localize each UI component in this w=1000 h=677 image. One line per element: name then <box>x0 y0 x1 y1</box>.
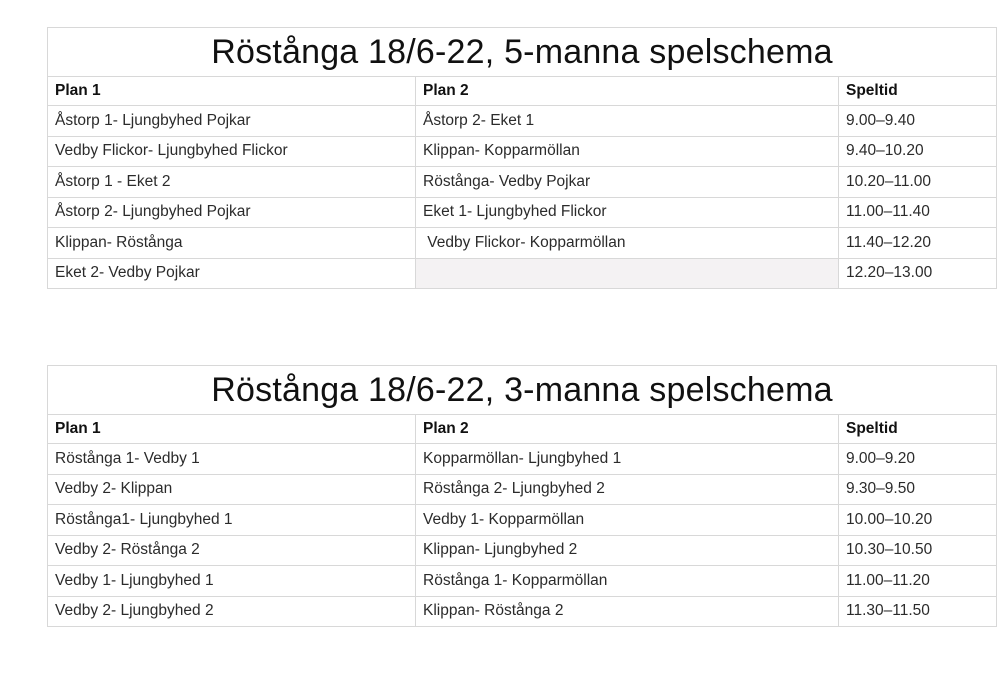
match-cell-plan1: Vedby 1- Ljungbyhed 1 <box>48 566 416 597</box>
time-cell: 10.00–10.20 <box>839 505 997 536</box>
match-cell-plan1: Röstånga 1- Vedby 1 <box>48 444 416 475</box>
match-cell-plan1: Röstånga1- Ljungbyhed 1 <box>48 505 416 536</box>
table-title-3manna: Röstånga 18/6-22, 3-manna spelschema <box>48 366 997 415</box>
table-row <box>48 474 997 505</box>
time-cell: 11.00–11.20 <box>839 566 997 597</box>
time-cell: 11.00–11.40 <box>839 197 997 228</box>
match-cell-plan1: Åstorp 1- Ljungbyhed Pojkar <box>48 106 416 137</box>
table-row <box>48 444 997 475</box>
column-header-speltid: Speltid <box>839 77 997 106</box>
table-title-row <box>48 28 997 77</box>
table-title-row <box>48 366 997 415</box>
time-cell: 9.30–9.50 <box>839 474 997 505</box>
match-cell-plan2: Klippan- Ljungbyhed 2 <box>416 535 839 566</box>
column-header-speltid: Speltid <box>839 415 997 444</box>
schedule-table-3manna <box>47 365 997 627</box>
match-cell-plan2: Vedby Flickor- Kopparmöllan <box>416 228 839 259</box>
match-cell-plan1: Vedby Flickor- Ljungbyhed Flickor <box>48 136 416 167</box>
table-row <box>48 106 997 137</box>
table-title-5manna: Röstånga 18/6-22, 5-manna spelschema <box>48 28 997 77</box>
header-row <box>48 77 997 106</box>
time-cell: 10.30–10.50 <box>839 535 997 566</box>
column-header-plan2: Plan 2 <box>416 415 839 444</box>
match-cell-plan2: Åstorp 2- Eket 1 <box>416 106 839 137</box>
column-header-plan2: Plan 2 <box>416 77 839 106</box>
match-cell-plan1: Klippan- Röstånga <box>48 228 416 259</box>
match-cell-plan2: Kopparmöllan- Ljungbyhed 1 <box>416 444 839 475</box>
match-cell-plan1: Åstorp 2- Ljungbyhed Pojkar <box>48 197 416 228</box>
match-cell-plan2: Röstånga 1- Kopparmöllan <box>416 566 839 597</box>
match-cell-plan1: Vedby 2- Klippan <box>48 474 416 505</box>
match-cell-plan1: Åstorp 1 - Eket 2 <box>48 167 416 198</box>
match-cell-plan1: Vedby 2- Röstånga 2 <box>48 535 416 566</box>
time-cell: 9.00–9.20 <box>839 444 997 475</box>
column-header-plan1: Plan 1 <box>48 77 416 106</box>
table-row <box>48 566 997 597</box>
table-row <box>48 258 997 289</box>
table-row <box>48 505 997 536</box>
table-row <box>48 535 997 566</box>
match-cell-plan1: Vedby 2- Ljungbyhed 2 <box>48 596 416 627</box>
table-row <box>48 167 997 198</box>
table-row <box>48 228 997 259</box>
column-header-plan1: Plan 1 <box>48 415 416 444</box>
match-cell-plan2: Röstånga 2- Ljungbyhed 2 <box>416 474 839 505</box>
time-cell: 11.40–12.20 <box>839 228 997 259</box>
table-row <box>48 596 997 627</box>
time-cell: 9.00–9.40 <box>839 106 997 137</box>
time-cell: 10.20–11.00 <box>839 167 997 198</box>
header-row <box>48 415 997 444</box>
time-cell: 9.40–10.20 <box>839 136 997 167</box>
time-cell: 11.30–11.50 <box>839 596 997 627</box>
schedule-table-5manna <box>47 27 997 289</box>
empty-cell <box>416 258 839 289</box>
table-row <box>48 197 997 228</box>
match-cell-plan2: Röstånga- Vedby Pojkar <box>416 167 839 198</box>
time-cell: 12.20–13.00 <box>839 258 997 289</box>
match-cell-plan2: Vedby 1- Kopparmöllan <box>416 505 839 536</box>
match-cell-plan1: Eket 2- Vedby Pojkar <box>48 258 416 289</box>
table-row <box>48 136 997 167</box>
match-cell-plan2: Klippan- Kopparmöllan <box>416 136 839 167</box>
match-cell-plan2: Eket 1- Ljungbyhed Flickor <box>416 197 839 228</box>
match-cell-plan2: Klippan- Röstånga 2 <box>416 596 839 627</box>
